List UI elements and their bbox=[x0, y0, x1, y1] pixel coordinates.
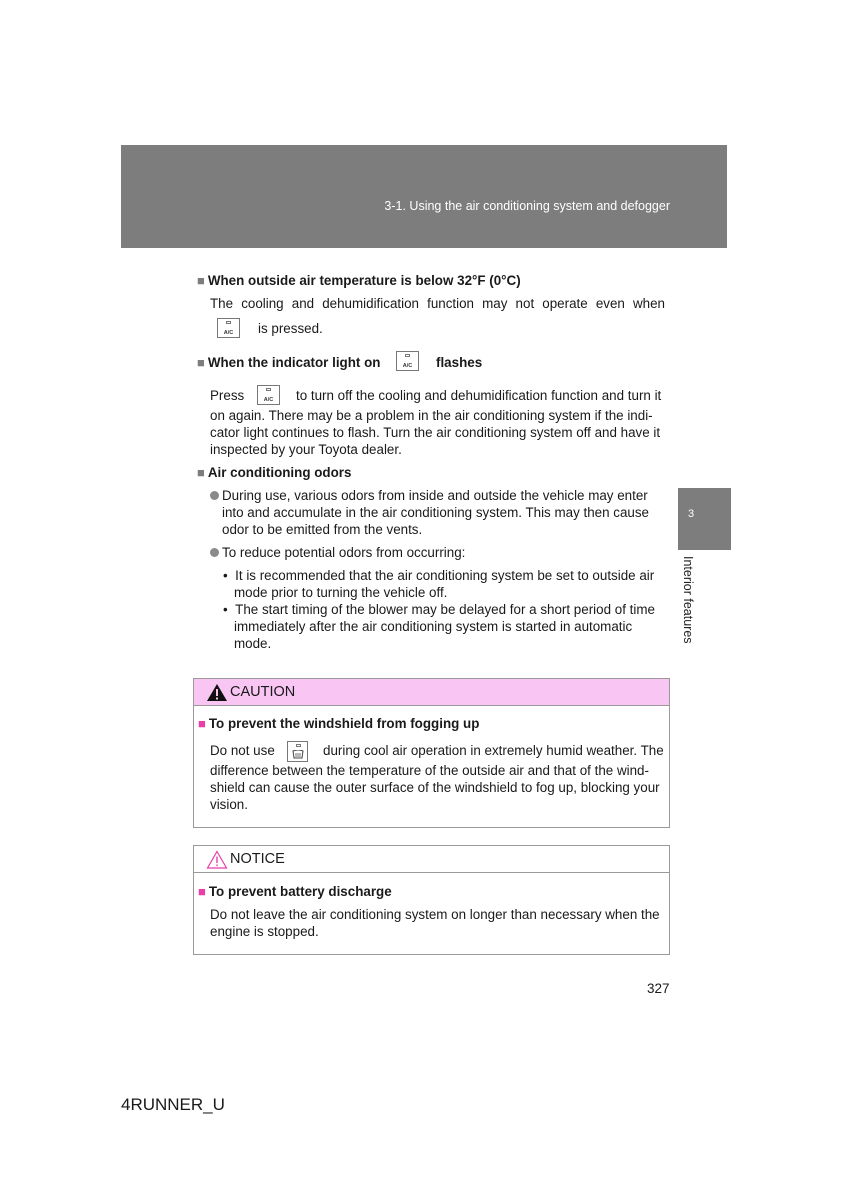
paragraph-line: vision. bbox=[210, 797, 248, 812]
paragraph-line: is pressed. bbox=[258, 321, 323, 336]
section-heading-below32: ■ When outside air temperature is below 32°F (0°C) bbox=[197, 273, 521, 288]
square-bullet-icon: ■ bbox=[198, 884, 206, 899]
caution-heading: ■ To prevent the windshield from fogging up bbox=[198, 716, 480, 731]
warning-triangle-icon bbox=[206, 683, 228, 702]
caution-title: CAUTION bbox=[230, 684, 296, 700]
sub-list-item: • It is recommended that the air conditioning system be set to outside air bbox=[223, 568, 655, 583]
section-heading-indicator-end: flashes bbox=[436, 355, 483, 370]
section-heading-indicator: ■ When the indicator light on bbox=[197, 355, 381, 370]
defogger-button-icon bbox=[287, 741, 308, 762]
notice-triangle-icon bbox=[206, 850, 228, 869]
square-bullet-icon: ■ bbox=[197, 273, 205, 288]
paragraph-line: difference between the temperature of the outside air and that of the wind- bbox=[210, 763, 649, 778]
ac-button-icon: A/C bbox=[257, 385, 280, 405]
notice-heading: ■ To prevent battery discharge bbox=[198, 884, 392, 899]
paragraph-line: shield can cause the outer surface of the windshield to fog up, blocking your bbox=[210, 780, 660, 795]
paragraph-line: immediately after the air conditioning system is started in automatic bbox=[234, 619, 633, 634]
paragraph-line: on again. There may be a problem in the air conditioning system if the indi- bbox=[210, 408, 653, 423]
paragraph-line: during cool air operation in extremely humid weather. The bbox=[323, 743, 664, 758]
notice-header bbox=[194, 846, 669, 873]
notice-title: NOTICE bbox=[230, 851, 285, 867]
ac-button-icon: A/C bbox=[396, 351, 419, 371]
ac-button-icon: A/C bbox=[217, 318, 240, 338]
paragraph-line: Press bbox=[210, 388, 245, 403]
page-number: 327 bbox=[647, 981, 670, 996]
square-bullet-icon: ■ bbox=[197, 465, 205, 480]
square-bullet-icon: ■ bbox=[197, 355, 205, 370]
paragraph-line: inspected by your Toyota dealer. bbox=[210, 442, 402, 457]
small-bullet-icon: • bbox=[223, 568, 228, 583]
circle-bullet-icon bbox=[210, 548, 219, 557]
section-title: 3-1. Using the air conditioning system and defogger bbox=[384, 199, 670, 213]
caution-header bbox=[194, 679, 669, 706]
caution-box bbox=[193, 678, 670, 828]
chapter-tab bbox=[678, 488, 731, 550]
sub-list-item: • The start timing of the blower may be delayed for a short period of time bbox=[223, 602, 655, 617]
notice-box bbox=[193, 845, 670, 955]
paragraph-line: cator light continues to flash. Turn the air conditioning system off and have it bbox=[210, 425, 661, 440]
square-bullet-icon: ■ bbox=[198, 716, 206, 731]
chapter-label: Interior features bbox=[681, 556, 695, 644]
paragraph-line: The cooling and dehumidification function may not operate even when bbox=[210, 296, 665, 311]
section-heading-odors: ■ Air conditioning odors bbox=[197, 465, 352, 480]
paragraph-line: odor to be emitted from the vents. bbox=[222, 522, 423, 537]
paragraph-line: to turn off the cooling and dehumidification function and turn it bbox=[296, 388, 662, 403]
paragraph-line: Do not use bbox=[210, 743, 275, 758]
chapter-number: 3 bbox=[688, 508, 695, 520]
paragraph-line: into and accumulate in the air conditioning system. This may then cause bbox=[222, 505, 649, 520]
list-item: During use, various odors from inside and outside the vehicle may enter bbox=[210, 488, 648, 503]
small-bullet-icon: • bbox=[223, 602, 228, 617]
paragraph-line: Do not leave the air conditioning system on longer than necessary when the bbox=[210, 907, 660, 922]
list-item: To reduce potential odors from occurring: bbox=[210, 545, 465, 560]
document-footer: 4RUNNER_U bbox=[121, 1095, 225, 1114]
chapter-header-band bbox=[121, 145, 727, 248]
paragraph-line: mode prior to turning the vehicle off. bbox=[234, 585, 448, 600]
paragraph-line: engine is stopped. bbox=[210, 924, 319, 939]
paragraph-line: mode. bbox=[234, 636, 272, 651]
circle-bullet-icon bbox=[210, 491, 219, 500]
